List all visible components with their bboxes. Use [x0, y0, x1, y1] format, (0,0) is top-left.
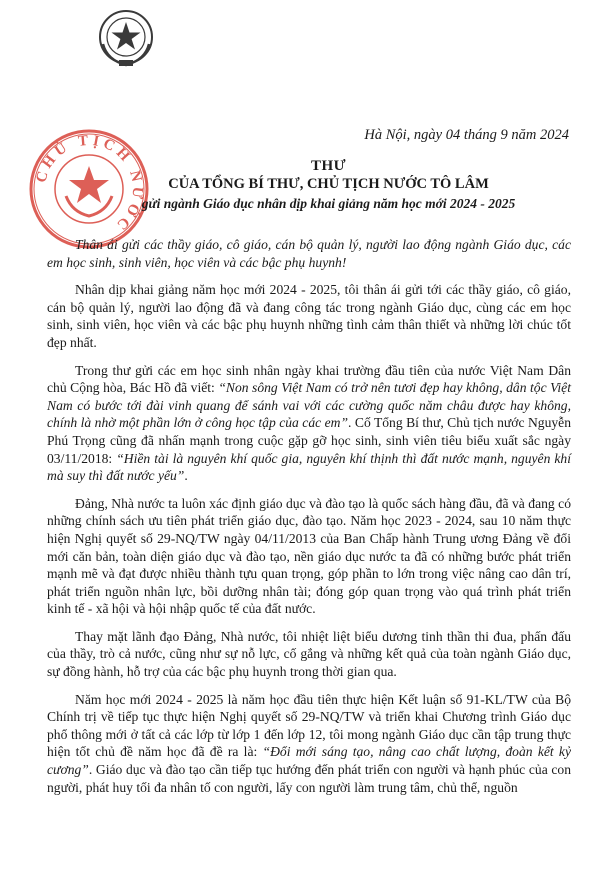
greeting-paragraph: Thân ái gửi các thầy giáo, cô giáo, cán bộ quản lý, người lao động ngành Giáo dục, các em học sinh, sinh viên, học viên và các bậc phụ huynh!: [47, 237, 571, 270]
letter-body: [47, 236, 571, 806]
nguyen-phu-trong-quote: “Hiền tài là nguyên khí quốc gia, nguyên khí thịnh thì đất nước mạnh, nguyên khí mà suy thì đất nước yếu”: [47, 450, 571, 484]
paragraph-5-intro: Năm học mới 2024 - 2025 là năm học đầu tiên thực hiện Kết luận số 91-KL/TW của Bộ Chính trị về tiếp tục thực hiện Nghị quyết số 29-NQ/TW và triển khai Chương trình Giáo dục phổ thông mới ở tất cả các lớp từ lớp 1 đến lớp 12, tôi mong ngành Giáo dục cần tập trung thực hiện tốt chủ đề năm học đã đề ra là:: [47, 691, 571, 760]
paragraph-5-end: . Giáo dục và đào tạo cần tiếp tục hướng đến phát triển con người và hạnh phúc của con người, phát huy tối đa nhân tố con người, lấy con người làm trung tâm, chủ thể, nguồn: [47, 762, 571, 795]
school-year-theme-quote: “Đổi mới sáng tạo, nâng cao chất lượng, đoàn kết kỷ cương”: [47, 744, 571, 778]
paragraph-4: Thay mặt lãnh đạo Đảng, Nhà nước, tôi nhiệt liệt biểu dương tinh thần thi đua, phấn đấu của thầy, trò cả nước, cũng như sự nỗ lực, cố gắng và những kết quả của toàn ngành Giáo dục, sự đồng hành, hỗ trợ của các bậc phụ huynh trong thời gian qua.: [47, 628, 571, 680]
paragraph-5: [47, 691, 571, 797]
seal-text: CHỦ TỊCH NƯỚC: [33, 132, 146, 236]
paragraph-3: Đảng, Nhà nước ta luôn xác định giáo dục và đào tạo là quốc sách hàng đầu, đã và đang có những chính sách ưu tiên phát triển giáo dục, đào tạo. Năm học 2023 - 2024, sau 10 năm thực hiện Nghị quyết số 29-NQ/TW ngày 04/11/2013 của Ban Chấp hành Trung ương Đảng về đổi mới căn bản, toàn diện giáo dục và đào tạo, nền giáo dục nước ta đã có những bước phát triển mạnh mẽ và đạt được nhiều thành tựu quan trọng, góp phần to lớn trong việc nâng cao dân trí, phát triển nguồn nhân lực, bồi dưỡng nhân tài; đóng góp quan trọng vào quá trình phát triển kinh tế - xã hội và hội nhập quốc tế của đất nước.: [47, 495, 571, 617]
national-emblem-icon: [97, 8, 155, 70]
ho-chi-minh-quote: “Non sông Việt Nam có trở nên tươi đẹp hay không, dân tộc Việt Nam có bước tới đài vinh quang để sánh vai với các cường quốc năm châu được hay không, chính là nhờ một phần lớn ở công học tập của các em”: [47, 380, 571, 431]
paragraph-1: Nhân dịp khai giảng năm học mới 2024 - 2025, tôi thân ái gửi tới các thầy giáo, cô giáo, cán bộ quản lý, người lao động đã và đang công tác trong ngành Giáo dục, cùng các em học sinh, sinh viên, học viên và các bậc phụ huynh những tình cảm thân thiết và những lời chúc tốt đẹp nhất.: [47, 282, 571, 350]
paragraph-2: [47, 362, 571, 485]
letter-recipient: gửi ngành Giáo dục nhân dịp khai giảng năm học mới 2024 - 2025: [141, 196, 516, 211]
letter-title: THƯ: [310, 158, 347, 174]
paragraph-2-intro: Trong thư gửi các em học sinh nhân ngày khai trường đầu tiên của nước Việt Nam Dân chủ Cộng hòa, Bác Hồ đã viết:: [47, 362, 571, 396]
paragraph-2-end: .: [184, 468, 188, 484]
letter-author: CỦA TỔNG BÍ THƯ, CHỦ TỊCH NƯỚC TÔ LÂM: [168, 176, 489, 192]
date-line: Hà Nội, ngày 04 tháng 9 năm 2024: [364, 127, 569, 143]
paragraph-2-middle: . Cố Tổng Bí thư, Chủ tịch nước Nguyễn Phú Trọng cũng đã nhấn mạnh trong cuộc gặp gỡ học sinh, sinh viên tiêu biểu xuất sắc ngày 03/11/2018:: [47, 415, 572, 466]
